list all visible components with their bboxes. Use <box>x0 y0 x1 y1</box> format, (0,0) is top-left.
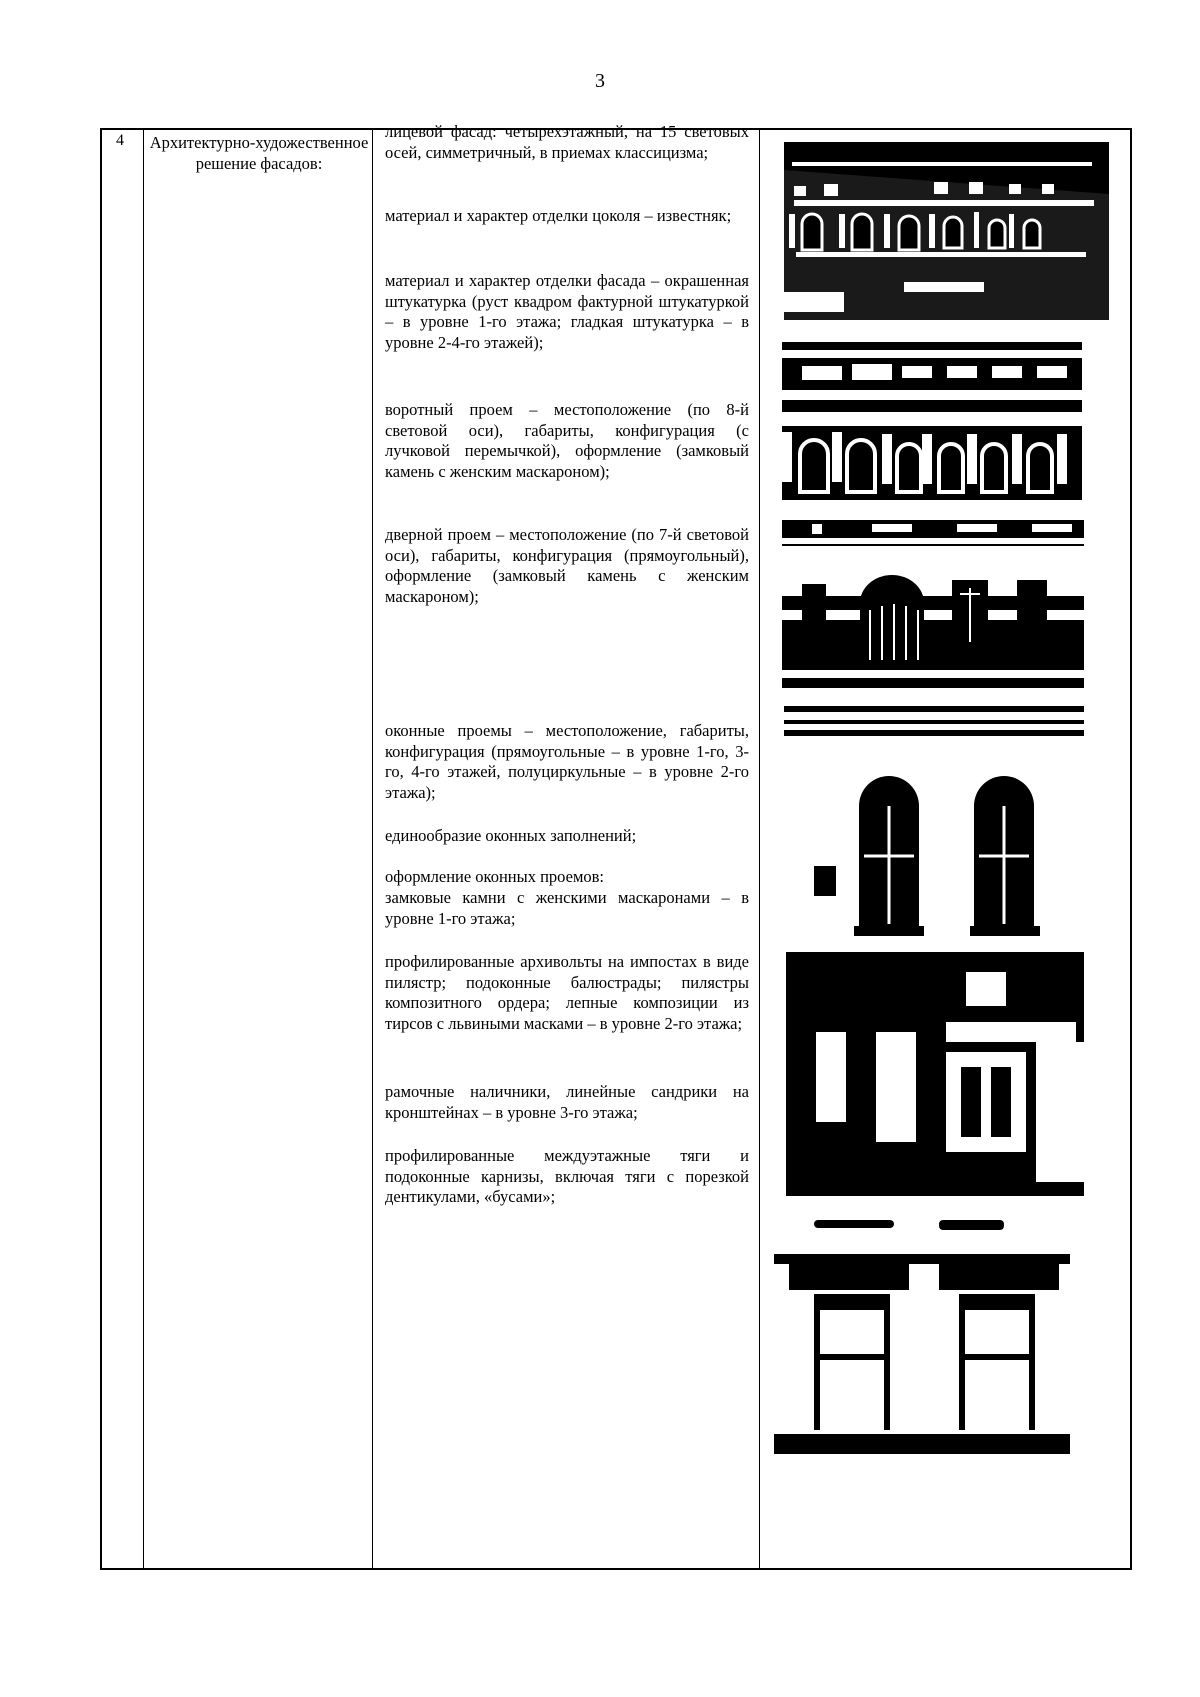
ground-floor-entrance-photo <box>782 520 1084 688</box>
window-sandriks-photo <box>774 1254 1070 1454</box>
row-title: Архитектурно-художественное решение фасадов: <box>149 133 369 173</box>
doorway-detail-photo <box>786 952 1084 1196</box>
description-paragraph: дверной проем – местоположение (по 7-й световой оси), габариты, конфигурация (прямоугольный), оформление (замковый камень с женским маскароном); <box>385 525 749 606</box>
page-number: 3 <box>595 70 605 92</box>
description-paragraph: единообразие оконных заполнений; <box>385 826 637 845</box>
description-paragraph: профилированные междуэтажные тяги и подоконные карнизы, включая тяги с порезкой дентикулами, «бусами»; <box>385 1146 749 1206</box>
photo-column <box>764 130 1132 1568</box>
description-paragraph: материал и характер отделки цоколя – известняк; <box>385 206 732 225</box>
description-paragraph: воротный проем – местоположение (по 8-й световой оси), габариты, конфигурация (с лучковой перемычкой), оформление (замковый камень с женским маскароном); <box>385 400 749 481</box>
arched-windows-photo <box>784 706 1084 950</box>
description-paragraph: замковые камни с женскими маскаронами – в уровне 1-го этажа; <box>385 888 749 928</box>
facade-photo <box>784 142 1109 320</box>
photo-fragment <box>939 1220 1004 1230</box>
description-paragraph: профилированные архивольты на импостах в виде пилястр; подоконные балюстрады; пилястры композитного ордера; лепные композиции из тирсов с львиными масками – в уровне 2-го этажа; <box>385 952 749 1033</box>
column-divider <box>372 130 373 1568</box>
description-paragraph: оконные проемы – местоположение, габариты, конфигурация (прямоугольные – в уровне 1-го, 3-го, 4-го этажей, полуциркульные – в уровне 2-го этажа); <box>385 721 749 802</box>
description-paragraph: лицевой фасад: четырехэтажный, на 15 световых осей, симметричный, в приемах классицизма; <box>385 122 749 162</box>
attribute-table <box>100 122 1132 1570</box>
description-paragraph: оформление оконных проемов: <box>385 867 605 886</box>
row-number: 4 <box>116 132 124 149</box>
second-floor-windows-photo <box>782 342 1082 500</box>
photo-fragment <box>814 1220 894 1228</box>
description-paragraph: материал и характер отделки фасада – окрашенная штукатурка (руст квадром фактурной штукатуркой – в уровне 1-го этажа; гладкая штукатурка – в уровне 2-4-го этажей); <box>385 271 749 352</box>
column-divider <box>143 130 144 1568</box>
description-paragraph: рамочные наличники, линейные сандрики на кронштейнах – в уровне 3-го этажа; <box>385 1082 749 1122</box>
column-divider <box>759 130 760 1568</box>
